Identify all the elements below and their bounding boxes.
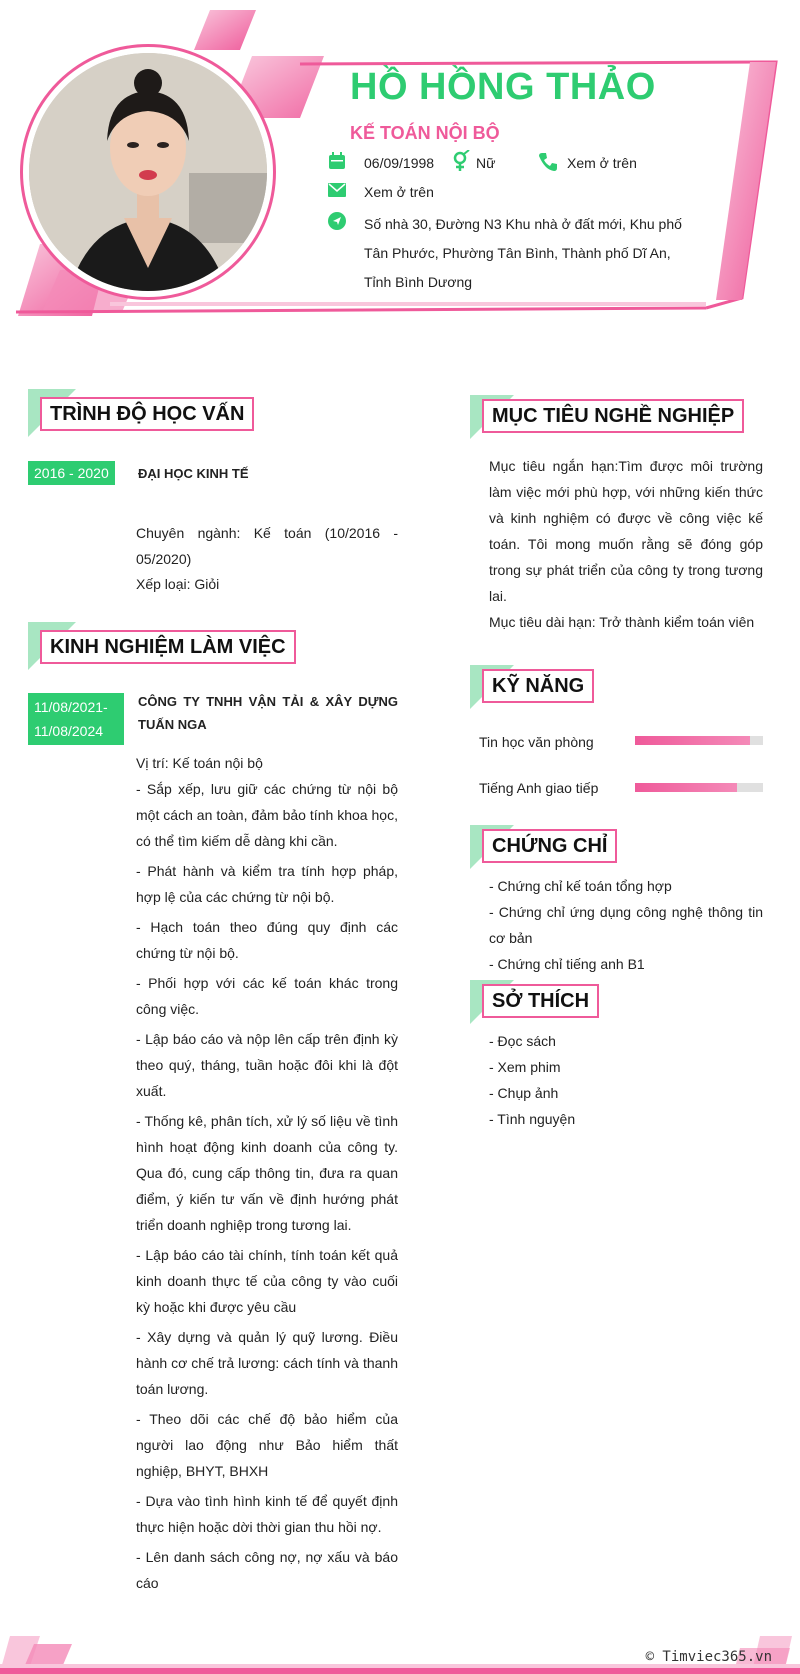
education-major: Chuyên ngành: Kế toán (10/2016 - 05/2020) xyxy=(136,525,398,567)
duty-item: - Lập báo cáo và nộp lên cấp trên định kỳ theo quý, tháng, tuần hoặc đôi khi là đột xuất. xyxy=(136,1031,398,1099)
skill-bar xyxy=(635,736,763,745)
education-heading-label: TRÌNH ĐỘ HỌC VẤN xyxy=(40,397,254,431)
certificate-item: - Chứng chỉ kế toán tổng hợp xyxy=(489,878,672,894)
certificate-item: - Chứng chỉ ứng dụng công nghệ thông tin cơ bản xyxy=(489,904,763,946)
candidate-name: HỒ HỒNG THẢO xyxy=(350,66,656,108)
objective-long-term: Mục tiêu dài hạn: Trở thành kiểm toán viên xyxy=(489,614,755,630)
experience-period xyxy=(28,693,124,745)
avatar-portrait xyxy=(29,53,267,291)
phone-icon xyxy=(538,152,558,172)
gender-icon xyxy=(452,150,470,172)
experience-duties xyxy=(136,776,398,1596)
calendar-icon xyxy=(328,152,346,170)
hobby-item: - Xem phim xyxy=(489,1059,561,1075)
duty-item: - Lập báo cáo tài chính, tính toán kết quả kinh doanh thực tế của công ty vào cuối kỳ hoặc khi được yêu cầu xyxy=(136,1247,398,1315)
email: Xem ở trên xyxy=(364,184,434,200)
skill-bar xyxy=(635,783,763,792)
experience-position: Vị trí: Kế toán nội bộ xyxy=(136,755,263,771)
watermark: © Timviec365.vn xyxy=(645,1649,772,1665)
objective-short-term: Mục tiêu ngắn hạn:Tìm được môi trường làm việc mới phù hợp, với những kiến thức và kinh nghiệm có được về công việc kế toán. Tôi mong muốn rằng sẽ đóng góp trong sự phát triển của công ty trong tương lai. xyxy=(489,458,763,604)
experience-company: CÔNG TY TNHH VẬN TẢI & XÂY DỰNG TUẤN NGA xyxy=(138,694,398,732)
phone: Xem ở trên xyxy=(567,155,637,171)
duty-item: - Dựa vào tình hình kinh tế để quyết định thực hiện hoặc dời thời gian thu hồi nợ. xyxy=(136,1493,398,1535)
education-rank: Xếp loại: Giỏi xyxy=(136,576,220,592)
hobbies-list xyxy=(489,1028,763,1132)
job-title: KẾ TOÁN NỘI BỘ xyxy=(350,123,500,143)
experience-period-start: 11/08/2021- xyxy=(34,699,108,715)
duty-item: - Lên danh sách công nợ, nợ xấu và báo cáo xyxy=(136,1549,398,1591)
skills-heading-label: KỸ NĂNG xyxy=(482,669,594,703)
experience-period-end: 11/08/2024 xyxy=(34,723,104,739)
email-icon xyxy=(328,183,346,197)
duty-item: - Xây dựng và quản lý quỹ lương. Điều hành cơ chế trả lương: cách tính và thanh toán lương. xyxy=(136,1329,398,1397)
avatar xyxy=(29,53,267,291)
skill-bar-fill xyxy=(635,783,737,792)
birthday: 06/09/1998 xyxy=(364,155,435,171)
duty-item: - Phối hợp với các kế toán khác trong công việc. xyxy=(136,975,398,1017)
duty-item: - Thống kê, phân tích, xử lý số liệu về tình hình hoạt động kinh doanh của công ty. Qua đó, cung cấp thông tin, đưa ra quan điểm, ý kiến tư vấn về định hướng phát triển doanh nghiệp trong tương lai. xyxy=(136,1113,398,1233)
certificate-item: - Chứng chỉ tiếng anh B1 xyxy=(489,956,645,972)
hobbies-heading-label: SỞ THÍCH xyxy=(482,984,599,1018)
experience-heading-label: KINH NGHIỆM LÀM VIỆC xyxy=(40,630,296,664)
hobby-item: - Chụp ảnh xyxy=(489,1085,559,1101)
objective-heading-label: MỤC TIÊU NGHỀ NGHIỆP xyxy=(482,399,744,433)
certificates-list xyxy=(489,873,763,977)
certificates-heading-label: CHỨNG CHỈ xyxy=(482,829,617,863)
duty-item: - Hạch toán theo đúng quy định các chứng từ nội bộ. xyxy=(136,919,398,961)
address: Số nhà 30, Đường N3 Khu nhà ở đất mới, Khu phố Tân Phước, Phường Tân Bình, Thành phố Dĩ An, Tỉnh Bình Dương xyxy=(364,216,682,290)
skill-bar-fill xyxy=(635,736,750,745)
skill-name: Tiếng Anh giao tiếp xyxy=(479,780,599,796)
skill-name: Tin học văn phòng xyxy=(479,734,594,750)
duty-item: - Sắp xếp, lưu giữ các chứng từ nội bộ một cách an toàn, đảm bảo tính khoa học, có thể tìm kiếm dễ dàng khi cần. xyxy=(136,781,398,849)
hobby-item: - Đọc sách xyxy=(489,1033,556,1049)
location-icon xyxy=(328,212,346,230)
duty-item: - Theo dõi các chế độ bảo hiểm của người lao động như Bảo hiểm thất nghiệp, BHYT, BHXH xyxy=(136,1411,398,1479)
education-school: ĐẠI HỌC KINH TẾ xyxy=(138,466,249,481)
duty-item: - Phát hành và kiểm tra tính hợp pháp, hợp lệ của các chứng từ nội bộ. xyxy=(136,863,398,905)
education-period: 2016 - 2020 xyxy=(28,461,115,485)
gender: Nữ xyxy=(476,155,496,171)
hobby-item: - Tình nguyện xyxy=(489,1111,576,1127)
